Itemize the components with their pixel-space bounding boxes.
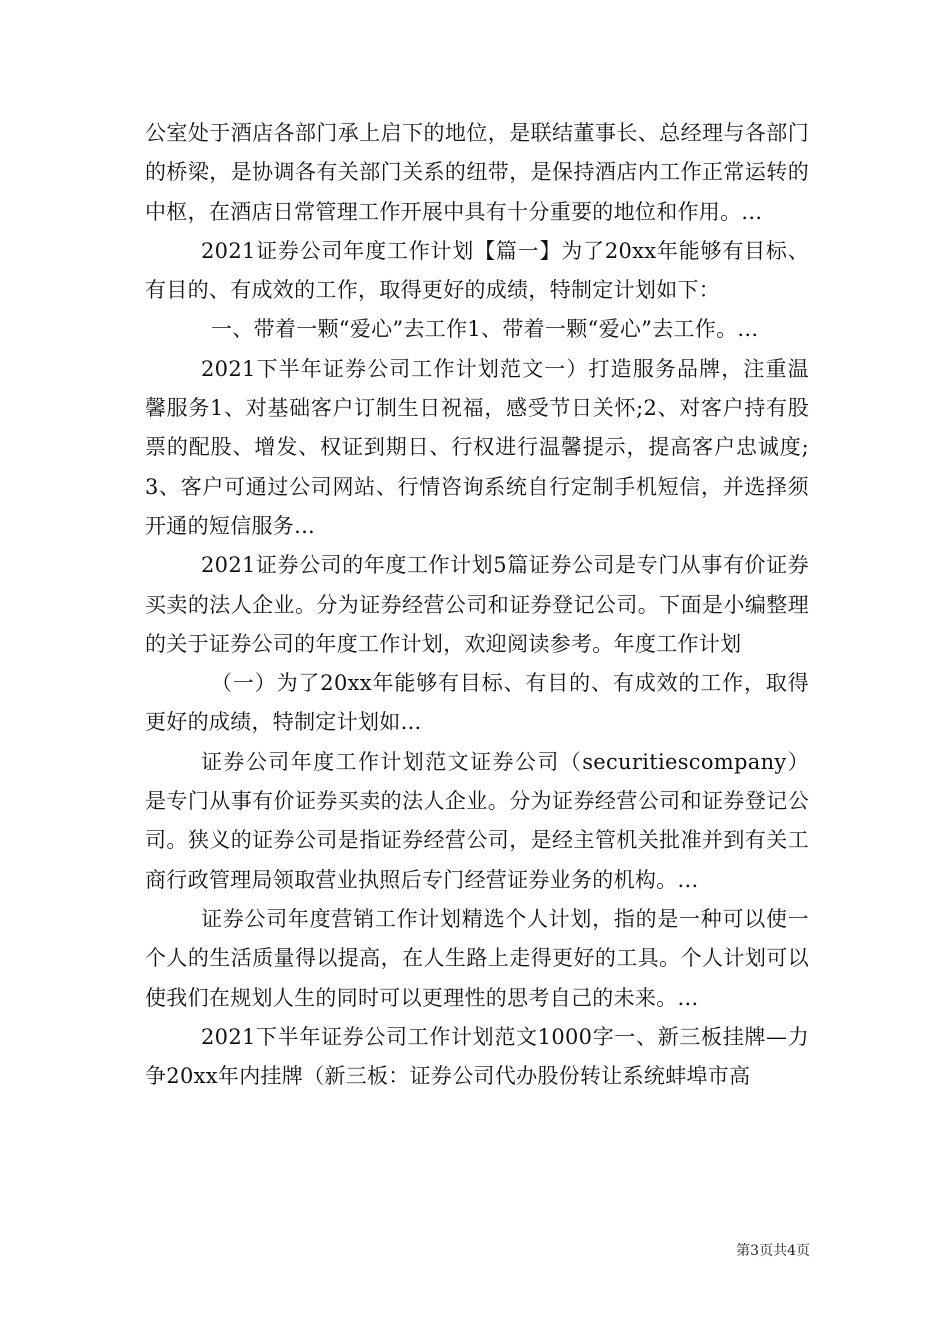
paragraph-8: 证券公司年度营销工作计划精选个人计划，指的是一种可以使一个人的生活质量得以提高，在人生路上走得更好的工具。个人计划可以使我们在规划人生的同时可以更理性的思考自己的未来。... [145, 906, 809, 1010]
paragraph-7: 证券公司年度工作计划范文证券公司（securitiescompany）是专门从事有价证券买卖的法人企业。分为证券经营公司和证券登记公司。狭义的证券公司是指证券经营公司，是经主管机关批准并到有关工商行政管理局领取营业执照后专门经营证券业务的机构。... [145, 749, 809, 892]
paragraph-9: 2021下半年证券公司工作计划范文1000字一、新三板挂牌—力争20xx年内挂牌（新三板：证券公司代办股份转让系统蚌埠市高 [145, 1024, 809, 1089]
paragraph-6: （一）为了20xx年能够有目标、有目的、有成效的工作，取得更好的成绩，特制定计划如... [145, 671, 809, 735]
paragraph-5: 2021证券公司的年度工作计划5篇证券公司是专门从事有价证券买卖的法人企业。分为证券经营公司和证券登记公司。下面是小编整理的关于证券公司的年度工作计划，欢迎阅读参考。年度工作计划 [145, 553, 809, 656]
paragraph-2: 2021证券公司年度工作计划【篇一】为了20xx年能够有目标、有目的、有成效的工作，取得更好的成绩，特制定计划如下： [145, 238, 809, 303]
paragraph-1: 公室处于酒店各部门承上启下的地位，是联结董事长、总经理与各部门的桥梁，是协调各有关部门关系的纽带，是保持酒店内工作正常运转的中枢，在酒店日常管理工作开展中具有十分重要的地位和作用。... [145, 121, 809, 224]
page-number: 第3页共4页 [736, 1243, 810, 1259]
paragraph-4: 2021下半年证券公司工作计划范文一）打造服务品牌，注重温馨服务1、对基础客户订制生日祝福，感受节日关怀;2、对客户持有股票的配股、增发、权证到期日、行权进行温馨提示，提高客户忠诚度;3、客户可通过公司网站、行情咨询系统自行定制手机短信，并选择须开通的短信服务... [145, 356, 809, 538]
paragraph-3: 一、带着一颗“爱心”去工作1、带着一颗“爱心”去工作。... [211, 317, 759, 342]
document-body [145, 114, 809, 1096]
